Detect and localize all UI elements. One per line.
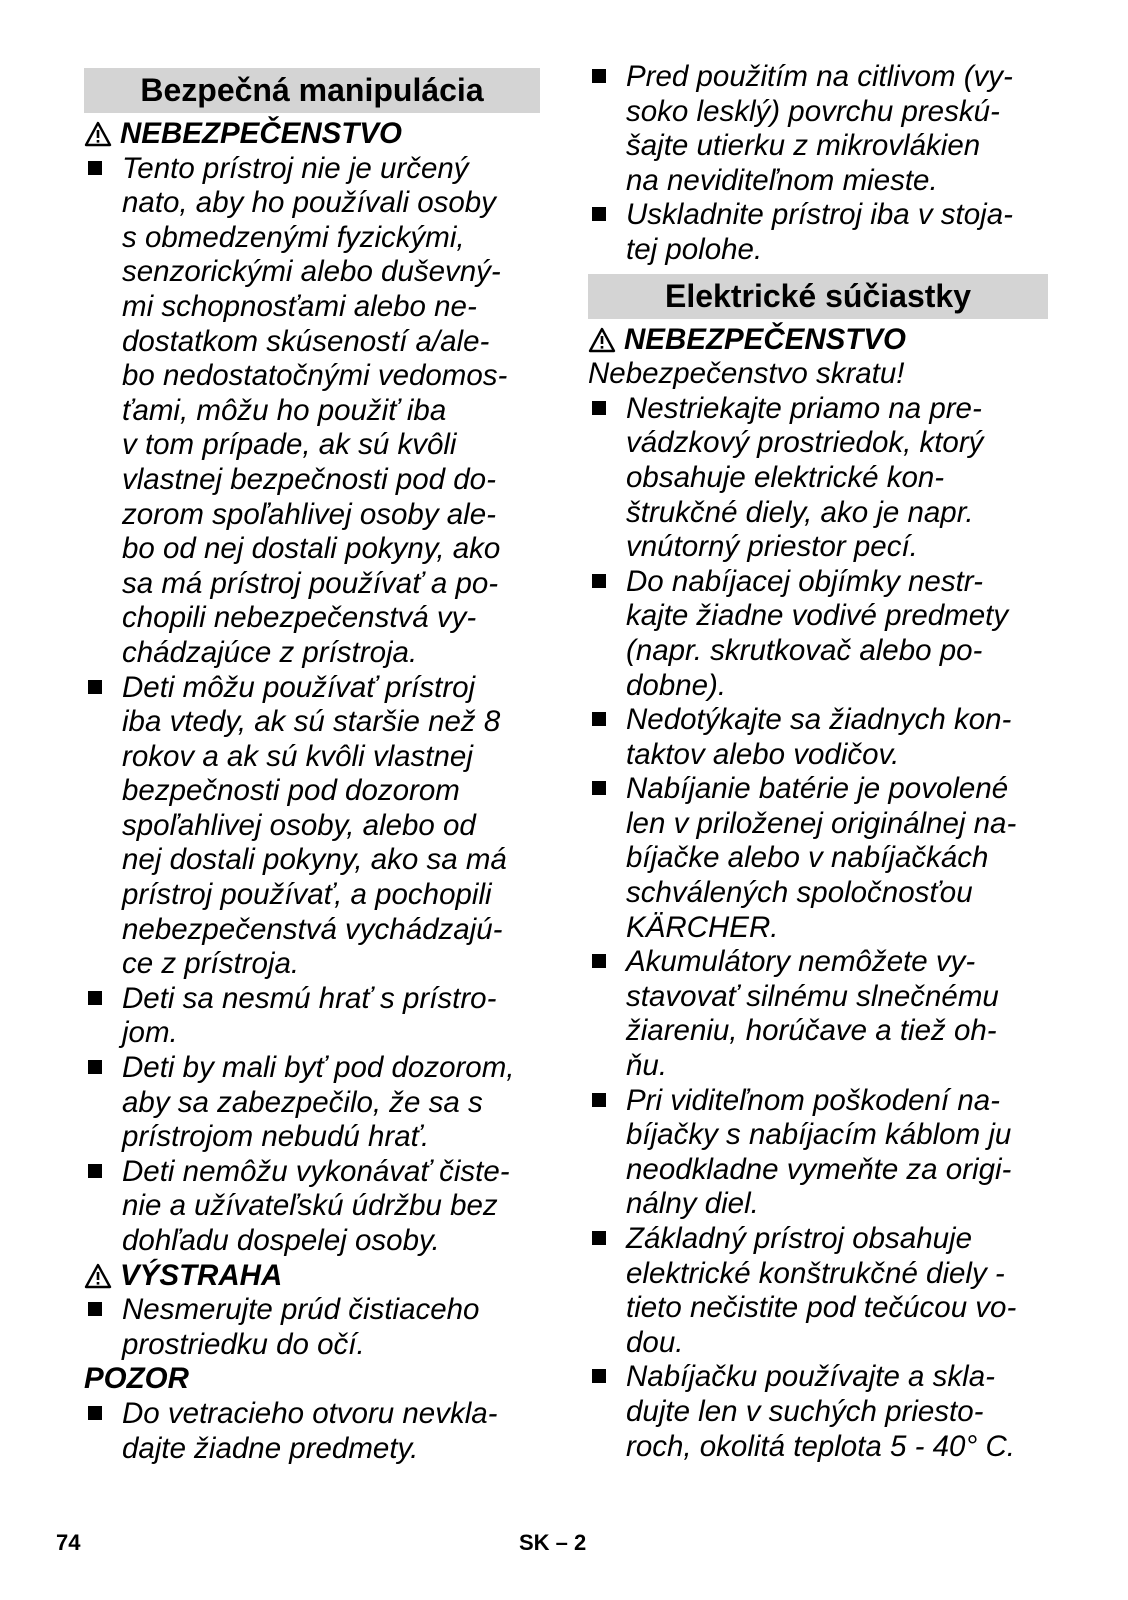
- list-item: Uskladnite prístroj iba v stoja- tej polohe.: [588, 198, 1048, 267]
- bullet-square-icon: [88, 1164, 102, 1178]
- bullet-square-icon: [88, 1302, 102, 1316]
- list-item: Do vetracieho otvoru nevkla- dajte žiadne predmety.: [84, 1397, 540, 1466]
- bullet-square-icon: [592, 574, 606, 588]
- bullet-square-icon: [592, 1231, 606, 1245]
- bullet-square-icon: [88, 680, 102, 694]
- list-item: Tento prístroj nie je určený nato, aby ho používali osoby s obmedzenými fyzickými, senzorickými alebo duševný- mi schopnosťami alebo ne- dostatkom skúseností a/ale- bo nedostatočnými vedomos- ťami, môžu ho použiť iba v tom prípade, ak sú kvôli vlastnej bezpečnosti pod do- zorom spoľahlivej osoby ale- bo od nej dostali pokyny, ako sa má prístroj používať a po- chopili nebezpečenstvá vy- chádzajúce z prístroja.: [84, 152, 540, 671]
- right-column: [588, 60, 1048, 1464]
- list-item: Akumulátory nemôžete vy- stavovať silnému slnečnému žiareniu, horúčave a tiež oh- ňu.: [588, 945, 1048, 1083]
- warning-triangle-icon: [588, 327, 616, 353]
- warning-list: [84, 1293, 540, 1362]
- section-heading-safe-handling: Bezpečná manipulácia: [84, 68, 540, 113]
- bullet-square-icon: [88, 161, 102, 175]
- page-number: 74: [56, 1530, 81, 1555]
- danger-label: NEBEZPEČENSTVO: [84, 117, 540, 152]
- page-code: SK – 2: [519, 1530, 587, 1555]
- bullet-square-icon: [592, 954, 606, 968]
- list-item: Deti sa nesmú hrať s prístro- jom.: [84, 982, 540, 1051]
- list-item: Pred použitím na citlivom (vy- soko lesklý) povrchu preskú- šajte utierku z mikrovlákien na neviditeľnom mieste.: [588, 60, 1048, 198]
- list-item: Nedotýkajte sa žiadnych kon- taktov alebo vodičov.: [588, 703, 1048, 772]
- list-item: Nabíjačku používajte a skla- dujte len v suchých priesto- roch, okolitá teplota 5 - 40° C.: [588, 1360, 1048, 1464]
- section-heading-electrical-parts: Elektrické súčiastky: [588, 274, 1048, 319]
- danger-label: NEBEZPEČENSTVO: [588, 323, 1048, 358]
- list-item: Deti môžu používať prístroj iba vtedy, ak sú staršie než 8 rokov a ak sú kvôli vlastnej bezpečnosti pod dozorom spoľahlivej osoby, alebo od nej dostali pokyny, ako sa má prístroj používať, a pochopili nebezpečenstvá vychádzajú- ce z prístroja.: [84, 671, 540, 982]
- bullet-square-icon: [592, 1369, 606, 1383]
- list-item: Nestriekajte priamo na pre- vádzkový prostriedok, ktorý obsahuje elektrické kon- štrukčné diely, ako je napr. vnútorný priestor pecí.: [588, 392, 1048, 565]
- list-item: Deti by mali byť pod dozorom, aby sa zabezpečilo, že sa s prístrojom nebudú hrať.: [84, 1051, 540, 1155]
- bullet-square-icon: [592, 1093, 606, 1107]
- warning-triangle-icon: [84, 121, 112, 147]
- bullet-square-icon: [592, 69, 606, 83]
- left-column: [84, 68, 540, 1466]
- caution-list: [84, 1397, 540, 1466]
- bullet-square-icon: [592, 401, 606, 415]
- bullet-square-icon: [592, 781, 606, 795]
- caution-label: POZOR: [84, 1362, 189, 1396]
- list-item: Pri viditeľnom poškodení na- bíjačky s nabíjacím káblom ju neodkladne vymeňte za origi- nálny diel.: [588, 1084, 1048, 1222]
- bullet-square-icon: [592, 712, 606, 726]
- bullet-square-icon: [88, 991, 102, 1005]
- warning-triangle-icon: [84, 1263, 112, 1289]
- list-item: Deti nemôžu vykonávať čiste- nie a užívateľskú údržbu bez dohľadu dospelej osoby.: [84, 1155, 540, 1259]
- bullet-square-icon: [592, 207, 606, 221]
- list-item: Do nabíjacej objímky nestr- kajte žiadne vodivé predmety (napr. skrutkovač alebo po- dobne).: [588, 565, 1048, 703]
- warning-label: VÝSTRAHA: [84, 1259, 540, 1294]
- danger-subtitle: Nebezpečenstvo skratu!: [588, 357, 905, 391]
- storage-list: [588, 60, 1048, 268]
- bullet-square-icon: [88, 1406, 102, 1420]
- list-item: Nabíjanie batérie je povolené len v priloženej originálnej na- bíjačke alebo v nabíjačkách schválených spoločnosťou KÄRCHER.: [588, 772, 1048, 945]
- list-item: Nesmerujte prúd čistiaceho prostriedku do očí.: [84, 1293, 540, 1362]
- danger-list: [84, 152, 540, 1259]
- list-item: Základný prístroj obsahuje elektrické konštrukčné diely - tieto nečistite pod tečúcou vo- dou.: [588, 1222, 1048, 1360]
- electrical-danger-list: [588, 392, 1048, 1464]
- bullet-square-icon: [88, 1060, 102, 1074]
